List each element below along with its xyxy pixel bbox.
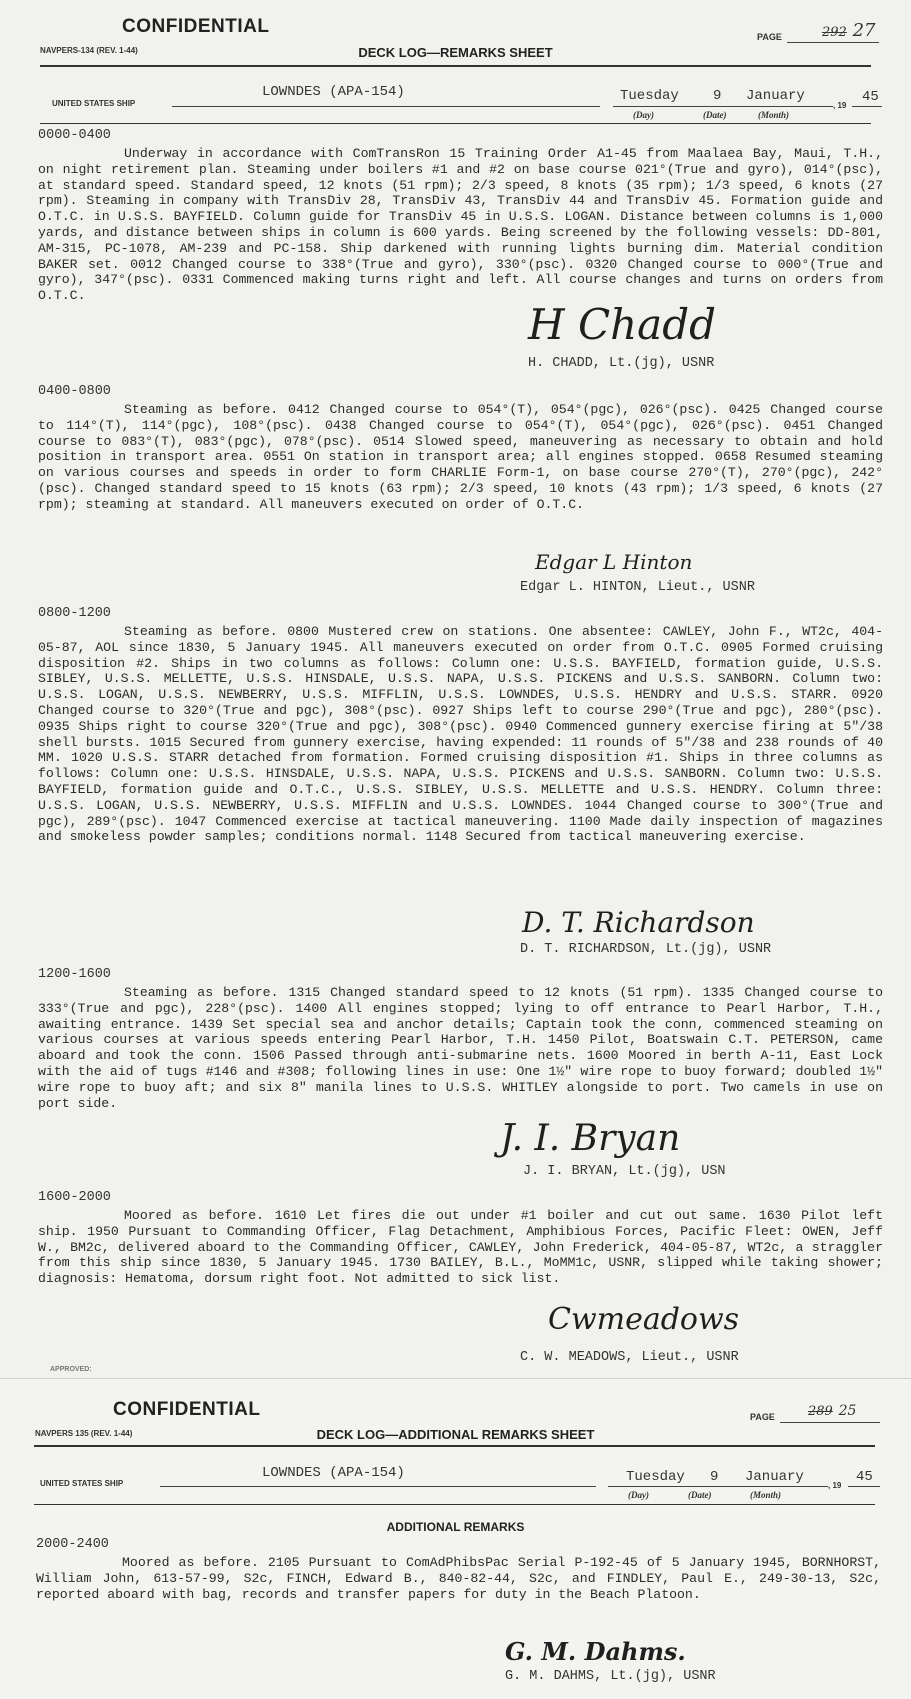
watch-entry xyxy=(38,606,883,845)
page-number xyxy=(822,20,875,41)
watch-entry xyxy=(38,1190,883,1287)
day-caption: (Day) xyxy=(633,110,654,120)
year-value: 45 xyxy=(856,1469,873,1485)
deck-log-additional-remarks-sheet xyxy=(0,1378,911,1699)
watch-time: 0000-0400 xyxy=(38,128,111,143)
watch-remarks: Moored as before. 1610 Let fires die out under #1 boiler and cut out same. 1630 Pilot left ship. 1950 Pursuant to Commanding Officer, Flag Detachment, Amphibious Forces, Pacific Fleet: OWEN, Jeff W., BM2c, delivered aboard to the Commanding Officer, CAWLEY, John Frederick, 404-05-87, WT2c, a straggler from this ship since 1830, 5 January 1945. 1730 BAILEY, B.L., MoMM1c, USNR, slipped while taking shower; diagnosis: Hematoma, dorsum right foot. Not admitted to sick list. xyxy=(38,1208,883,1287)
watch-time: 0400-0800 xyxy=(38,384,111,399)
year-line xyxy=(852,106,882,107)
month-value: January xyxy=(745,1469,804,1485)
page-number-new: 27 xyxy=(852,20,876,41)
officer-name: D. T. RICHARDSON, Lt.(jg), USNR xyxy=(520,942,772,957)
page-label: PAGE xyxy=(750,1412,775,1422)
year-prefix: , 19 xyxy=(828,1481,842,1490)
officer-signature: J. I. Bryan xyxy=(500,1118,681,1159)
date-caption: (Date) xyxy=(688,1490,712,1500)
year-prefix: , 19 xyxy=(833,101,847,110)
officer-signature: G. M. Dahms. xyxy=(505,1637,686,1666)
officer-name: G. M. DAHMS, Lt.(jg), USNR xyxy=(505,1669,716,1684)
day-caption: (Day) xyxy=(628,1490,649,1500)
watch-remarks: Steaming as before. 0412 Changed course to 054°(T), 054°(pgc), 026°(psc). 0425 Changed course to 114°(T), 114°(pgc), 108°(psc). 0438 Changed course to 054°(T), 054°(pgc), 026°(psc). 0451 Changed course to 083°(T), 083°(pgc), 078°(psc). 0514 Slowed speed, maneuvering as necessary to obtain and hold position in transport area. 0551 On station in transport area; all engines stopped. 0658 Resumed steaming on various courses and speeds in order to form CHARLIE Form-1, on base course 270°(T), 270°(pgc), 242°(psc). Changed standard speed to 15 knots (63 rpm); 2/3 speed, 10 knots (43 rpm); 1/3 speed, 6 knots (27 rpm); steaming at standard. All maneuvers executed on order of O.T.C. xyxy=(38,402,883,512)
watch-time: 2000-2400 xyxy=(36,1537,109,1552)
officer-name: Edgar L. HINTON, Lieut., USNR xyxy=(520,580,755,595)
officer-signature: H Chadd xyxy=(528,300,716,349)
date-caption: (Date) xyxy=(703,110,727,120)
watch-entry xyxy=(38,384,883,513)
watch-entry xyxy=(38,967,883,1111)
officer-name: H. CHADD, Lt.(jg), USNR xyxy=(528,356,715,371)
classification-label: CONFIDENTIAL xyxy=(122,16,270,37)
page-line xyxy=(780,1422,880,1423)
page-number-old: 289 xyxy=(808,1404,833,1419)
sheet-title: DECK LOG—REMARKS SHEET xyxy=(358,45,553,60)
ship-line xyxy=(160,1486,596,1487)
watch-remarks: Moored as before. 2105 Pursuant to ComAdPhibsPac Serial P-192-45 of 5 January 1945, BORNHORST, William John, 613-57-99, S2c, FINCH, Edward B., 840-82-44, S2c, and FINDLEY, Paul E., 249-30-13, S2c, reported aboard with bag, records and transfer papers for duty in the Beach Platoon. xyxy=(36,1555,881,1602)
form-id: NAVPERS-134 (REV. 1-44) xyxy=(40,46,138,55)
page-number-old: 292 xyxy=(822,25,847,40)
page-number xyxy=(808,1399,856,1420)
form-id: NAVPERS 135 (REV. 1-44) xyxy=(35,1429,133,1438)
day-value: Tuesday xyxy=(626,1469,685,1485)
date-line xyxy=(613,106,833,107)
watch-entry xyxy=(36,1537,881,1602)
month-caption: (Month) xyxy=(758,110,790,120)
header-rule xyxy=(40,65,871,67)
ship-line xyxy=(172,106,600,107)
date-value: 9 xyxy=(710,1469,719,1485)
watch-remarks: Steaming as before. 1315 Changed standard speed to 12 knots (51 rpm). 1335 Changed course to 333°(True and pgc), 228°(psc). 1400 All engines stopped; lying to off entrance to Pearl Harbor, T.H., awaiting entrance. 1439 Set special sea and anchor details; Captain took the conn, commenced steaming on various courses at various speeds entering Pearl Harbor, T.H. 1450 Pilot, Boatswain C.T. PETERSON, came aboard and took the conn. 1506 Passed through anti-submarine nets. 1600 Moored in berth A-11, East Lock with the aid of tugs #146 and #308; following lines in use: One 1½" wire rope to buoy forward; doubled 1½" wire rope to buoy aft; and six 8" manila lines to U.S.S. WHITLEY alongside to port. Two camels in use on port side. xyxy=(38,985,883,1111)
date-rule xyxy=(40,123,871,124)
ship-label: UNITED STATES SHIP xyxy=(40,1479,124,1488)
classification-label: CONFIDENTIAL xyxy=(113,1399,261,1420)
day-value: Tuesday xyxy=(620,88,679,104)
month-caption: (Month) xyxy=(750,1490,782,1500)
watch-remarks: Underway in accordance with ComTransRon 15 Training Order A1-45 from Maalaea Bay, Maui, T.H., on night retirement plan. Steaming under boilers #1 and #2 on base course 021°(True and gyro), 014°(psc), at standard speed. Standard speed, 12 knots (51 rpm); 2/3 speed, 8 knots (35 rpm); 1/3 speed, 6 knots (27 rpm). Steaming in company with TransDiv 28, TransDiv 43, TransDiv 44 and TransDiv 45. Formation guide and O.T.C. in U.S.S. BAYFIELD. Column guide for TransDiv 45 in U.S.S. LOGAN. Distance between columns is 1,000 yards, and distance between ships in column is 600 yards. Being screened by the following vessels: DD-801, AM-315, PC-1078, AM-239 and PC-158. Ship darkened with running lights burning dim. Material condition BAKER set. 0012 Changed course to 338°(True and gyro), 330°(psc). 0320 Changed course to 000°(True and gyro), 347°(psc). 0331 Commenced making turns right and left. All course changes and turns on orders from O.T.C. xyxy=(38,146,883,304)
page-label: PAGE xyxy=(757,32,782,42)
watch-time: 0800-1200 xyxy=(38,606,111,621)
year-line xyxy=(848,1486,880,1487)
year-value: 45 xyxy=(862,89,879,105)
ship-name: LOWNDES (APA-154) xyxy=(262,84,405,100)
ship-name: LOWNDES (APA-154) xyxy=(262,1465,405,1481)
officer-signature: Cwmeadows xyxy=(548,1302,740,1337)
sheet-title: DECK LOG—ADDITIONAL REMARKS SHEET xyxy=(316,1427,595,1442)
officer-signature: D. T. Richardson xyxy=(522,906,755,939)
officer-name: C. W. MEADOWS, Lieut., USNR xyxy=(520,1350,739,1365)
watch-time: 1600-2000 xyxy=(38,1190,111,1205)
additional-remarks-heading: ADDITIONAL REMARKS xyxy=(386,1520,525,1534)
officer-name: J. I. BRYAN, Lt.(jg), USN xyxy=(523,1164,726,1179)
page-line xyxy=(787,42,879,43)
ship-label: UNITED STATES SHIP xyxy=(52,99,136,108)
watch-time: 1200-1600 xyxy=(38,967,111,982)
month-value: January xyxy=(746,88,805,104)
officer-signature: Edgar L Hinton xyxy=(535,550,693,574)
date-rule xyxy=(34,1504,875,1505)
page-number-new: 25 xyxy=(838,1403,857,1419)
watch-entry xyxy=(38,128,883,304)
watch-remarks: Steaming as before. 0800 Mustered crew on stations. One absentee: CAWLEY, John F., WT2c, 404-05-87, AOL since 1830, 5 January 1945. All maneuvers executed on order from O.T.C. 0905 Formed cruising disposition #2. Ships in two columns as follows: Column one: U.S.S. BAYFIELD, formation guide, U.S.S. SIBLEY, U.S.S. MELLETTE, U.S.S. HINSDALE, U.S.S. NAPA, U.S.S. PICKENS and U.S.S. SANBORN. Column two: U.S.S. LOGAN, U.S.S. NEWBERRY, U.S.S. MIFFLIN, U.S.S. LOWNDES, U.S.S. HENDRY and U.S.S. STARR. 0920 Changed course to 320°(True and pgc), 308°(psc). 0927 Ships left to course 290°(True and pgc), 280°(psc). 0935 Ships right to course 320°(True and pgc), 308°(psc). 0940 Commenced gunnery exercise firing at 5"/38 shell bursts. 1015 Secured from gunnery exercise, having expended: 11 rounds of 5"/38 and 238 rounds of 40 MM. 1020 U.S.S. STARR detached from formation. Formed cruising disposition #1. Ships in three columns as follows: Column one: U.S.S. HINSDALE, U.S.S. NAPA, U.S.S. PICKENS and U.S.S. SANBORN. Column two: U.S.S. BAYFIELD, formation guide and O.T.C., U.S.S. SIBLEY, U.S.S. MELLETTE and U.S.S. HENDRY. Column three: U.S.S. LOGAN, U.S.S. NEWBERRY, U.S.S. MIFFLIN and U.S.S. LOWNDES. 1044 Changed course to 300°(True and pgc), 289°(psc). 1047 Commenced exercise at tactical maneuvering. 1100 Made daily inspection of magazines and smokeless powder samples; conditions normal. 1148 Secured from tactical maneuvering exercise. xyxy=(38,624,883,845)
date-value: 9 xyxy=(713,88,722,104)
approved-label: APPROVED: xyxy=(50,1366,92,1373)
date-line xyxy=(608,1486,828,1487)
header-rule xyxy=(34,1445,875,1447)
